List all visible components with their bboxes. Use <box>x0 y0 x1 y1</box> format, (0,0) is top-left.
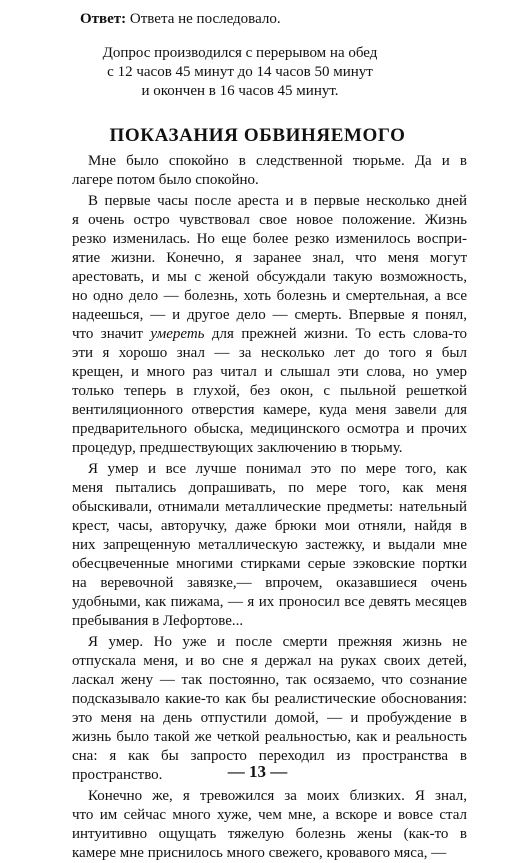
paragraph-line: пространство. <box>72 767 163 783</box>
paragraph-line: Мне было спокойно в следственной тюрьме. Да и в <box>88 153 467 169</box>
paragraph-line: них запрещенную металлическую застежку, и выдали мне <box>72 537 467 553</box>
paragraph-line: крест, часы, авторучку, даже брюки мои отняли, найдя в <box>72 518 467 534</box>
emphasized-word: умереть <box>150 326 205 342</box>
paragraph-line: вентиляционного отверстия камере, куда меня завели для <box>72 402 467 418</box>
paragraph-line: ятие жизни. Конечно, я заранее знал, что меня могут <box>72 250 467 266</box>
paragraph-line: крещен, и много раз читал и слышал эти слова, но умер <box>72 364 467 380</box>
paragraph-line: пребывания в Лефортове... <box>72 613 244 629</box>
paragraph-line: что значит умереть для прежней жизни. То есть слова-то <box>72 326 467 342</box>
paragraph-line: только теперь в глухой, без окон, с пыльной решеткой <box>72 383 467 399</box>
paragraph-line: на веревочной завязке,— впрочем, оказавшиеся очень <box>72 575 467 591</box>
paragraph-line: обесцвеченные многими стирками серые зэковские портки <box>72 556 467 572</box>
paragraph-line: резко изменилась. Но еще более резко изменилось воспри- <box>72 231 467 247</box>
paragraph-line: арестовать, и мы с женой обсуждали такую возможность, <box>72 269 467 285</box>
paragraph-line: меня пытались допрашивать, по мере того, как меня <box>72 480 467 496</box>
paragraph-line: Я умер и все лучше понимал это по мере того, как <box>88 461 467 477</box>
paragraph-line: лагере потом было спокойно. <box>72 172 259 188</box>
paragraph-line: В первые часы после ареста и в первые несколько дней <box>88 193 467 209</box>
paragraph-line: это меня на день отпустили домой, — и пробуждение в <box>72 710 467 726</box>
page-number: — 13 — <box>227 762 288 781</box>
paragraph-line: подсказывало какие-то как бы реалистические обоснования: <box>72 691 467 707</box>
paragraph <box>72 152 467 190</box>
paragraph-line: обыскивали, отнимали металлические предметы: нательный <box>72 499 467 515</box>
interrogation-note-line: Допрос производился с перерывом на обед <box>102 45 378 61</box>
paragraph-line: Конечно же, я тревожился за моих близких. Я знал, <box>88 788 467 804</box>
paragraph-line: я очень остро чувствовал свое новое положение. Жизнь <box>72 212 467 228</box>
interrogation-note-line: с 12 часов 45 минут до 14 часов 50 минут <box>107 64 373 80</box>
paragraph-line: Я умер. Но уже и после смерти прежняя жизнь не <box>88 634 467 650</box>
paragraph-line: камере мне приснилось много свежего, кровавого мяса, — <box>72 845 447 861</box>
paragraph-line: процедур, предшествующих заключению в тюрьму. <box>72 440 403 456</box>
paragraph-line: сна: я как бы запросто переходил из пространства в <box>72 748 467 764</box>
paragraph-line: удобными, как пижама, — я их проносил все девять месяцев <box>72 594 467 610</box>
paragraph-line: интуитивно ощущать тяжелую болезнь жены (как-то в <box>72 826 467 842</box>
interrogation-note <box>60 44 420 101</box>
paragraph-line: что им сейчас много хуже, чем мне, а вскоре и вовсе стал <box>72 807 467 823</box>
paragraph-line: предварительного обыска, медицинского осмотра и прочих <box>72 421 467 437</box>
answer-line <box>80 10 281 28</box>
paragraph-line: отпускала меня, и во сне я держал на руках своих детей, <box>72 653 467 669</box>
paragraph <box>72 787 467 863</box>
body-text <box>72 152 467 863</box>
paragraph <box>72 460 467 631</box>
paragraph <box>72 192 467 458</box>
answer-label: Ответ: <box>80 11 127 27</box>
paragraph-line: эти я хорошо знал — за несколько лет до того я был <box>72 345 467 361</box>
answer-text: Ответа не последовало. <box>129 11 281 27</box>
paragraph-line: но одно дело — болезнь, хоть болезнь и смертельная, а все <box>72 288 467 304</box>
interrogation-note-line: и окончен в 16 часов 45 минут. <box>141 83 339 99</box>
paragraph-line: жизнь было такой же четкой реальностью, как и реальность <box>72 729 467 745</box>
paragraph-line: надеешься, — и другое дело — смерть. Впервые я понял, <box>72 307 467 323</box>
section-title: ПОКАЗАНИЯ ОБВИНЯЕМОГО <box>109 125 406 146</box>
paragraph-line: ласкал жену — так постоянно, так осязаемо, что сознание <box>72 672 467 688</box>
